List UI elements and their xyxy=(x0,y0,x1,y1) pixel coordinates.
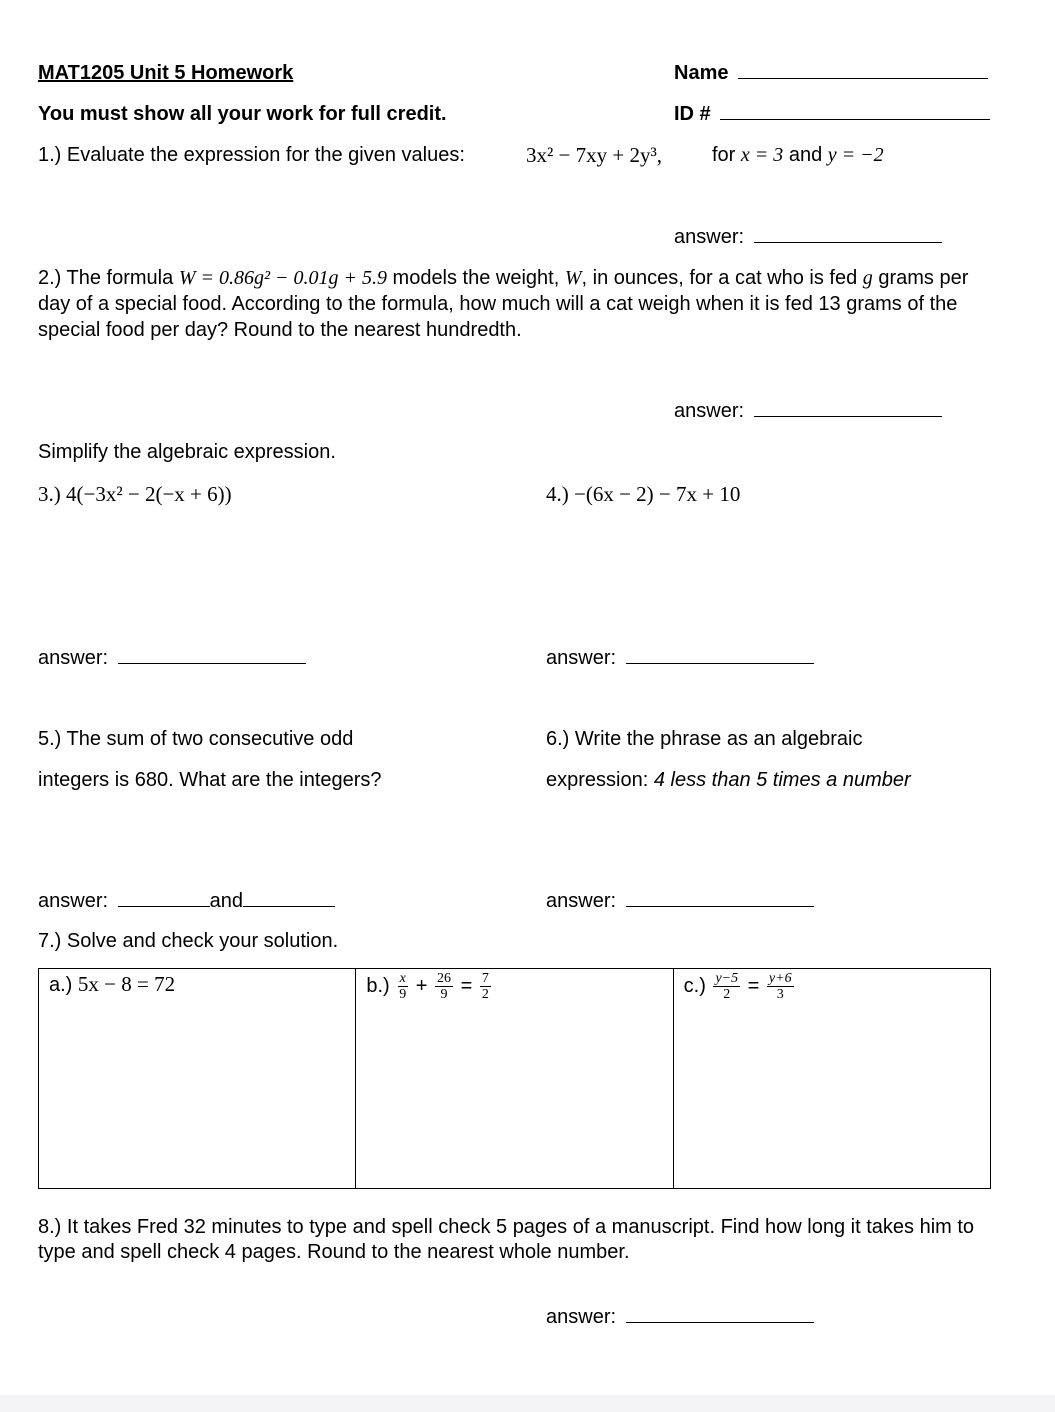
answer-blank xyxy=(626,1321,814,1323)
q8-answer[interactable] xyxy=(546,1306,814,1329)
q5-and: and xyxy=(209,890,243,912)
name-label: Name xyxy=(674,62,729,84)
name-field[interactable] xyxy=(674,62,988,85)
answer-label: answer: xyxy=(546,647,617,669)
q7-heading: 7.) Solve and check your solution. xyxy=(38,930,339,952)
q7b-equals: = xyxy=(460,975,473,998)
q7c-f2-den: 3 xyxy=(776,987,784,1003)
q7b-f2-den: 9 xyxy=(440,987,448,1003)
answer-blank xyxy=(754,415,942,417)
answer-blank xyxy=(118,662,306,664)
q1-cond-and: and xyxy=(788,144,823,166)
q7c xyxy=(684,971,796,1003)
q2-w: W xyxy=(564,267,582,289)
q7c-f2-num: y+6 xyxy=(768,971,792,986)
q7-cell-b[interactable] xyxy=(356,969,673,1188)
q1-cond-y: y = −2 xyxy=(827,144,884,166)
answer-label: answer: xyxy=(546,1306,617,1328)
q7a-label: a.) xyxy=(49,974,73,996)
q2-part1: 2.) The formula xyxy=(38,267,174,289)
q6-line2 xyxy=(546,769,911,792)
q7-cell-a[interactable] xyxy=(39,969,356,1188)
simplify-heading: Simplify the algebraic expression. xyxy=(38,441,336,463)
q7b-fraction-3 xyxy=(480,971,491,1003)
q7b xyxy=(366,971,493,1003)
q1-condition xyxy=(712,144,884,167)
q1-cond-for: for xyxy=(712,144,736,166)
q7a xyxy=(49,972,175,997)
q4-label: 4.) xyxy=(546,482,569,506)
q7b-f1-den: 9 xyxy=(399,987,407,1003)
q2-part2: models the weight, xyxy=(392,267,560,289)
q1-prompt: 1.) Evaluate the expression for the given values: xyxy=(38,144,465,166)
q1-answer[interactable] xyxy=(674,226,942,249)
answer-label: answer: xyxy=(38,890,109,912)
q7c-label: c.) xyxy=(683,975,706,998)
q6-phrase: 4 less than 5 times a number xyxy=(653,769,911,791)
answer-blank-first xyxy=(118,905,210,907)
q7c-fraction-1 xyxy=(713,971,740,1003)
q2-part4: grams per day of a special food. According to the formula, how much will a cat weigh when it is fed 13 grams of the special food per day? Round to the nearest hundredth. xyxy=(38,267,969,341)
q5-answer[interactable] xyxy=(38,890,335,913)
q7b-plus: + xyxy=(415,975,428,998)
q7-work-table xyxy=(38,968,991,1189)
q3 xyxy=(38,482,232,506)
q1-cond-x: x = 3 xyxy=(740,144,784,166)
q2-text xyxy=(38,265,998,343)
name-blank xyxy=(738,77,988,79)
q7c-equals: = xyxy=(747,975,760,998)
answer-label: answer: xyxy=(38,647,109,669)
page-bottom-band xyxy=(0,1395,1055,1412)
answer-blank-second xyxy=(243,905,335,907)
answer-blank xyxy=(754,241,942,243)
q5-line1: 5.) The sum of two consecutive odd xyxy=(38,728,354,750)
answer-label: answer: xyxy=(546,890,617,912)
id-field[interactable] xyxy=(674,103,990,126)
q7c-f1-num: y−5 xyxy=(715,971,739,986)
q3-label: 3.) xyxy=(38,482,61,506)
q8-text: 8.) It takes Fred 32 minutes to type and spell check 5 pages of a manuscript. Find how long it takes him to type and spell check 4 pages. Round to the nearest whole number. xyxy=(38,1216,975,1263)
q2-answer[interactable] xyxy=(674,400,942,423)
q1-expression: 3x² − 7xy + 2y³, xyxy=(526,143,663,167)
id-blank xyxy=(720,118,990,120)
q2-g: g xyxy=(862,267,873,289)
q7b-fraction-2 xyxy=(435,971,453,1003)
instructions: You must show all your work for full credit. xyxy=(38,103,447,125)
q7-cell-c[interactable] xyxy=(674,969,990,1188)
q2-formula: W = 0.86g² − 0.01g + 5.9 xyxy=(178,267,387,289)
answer-label: answer: xyxy=(674,226,745,248)
q7a-expression: 5x − 8 = 72 xyxy=(77,972,176,996)
q4-expression: −(6x − 2) − 7x + 10 xyxy=(574,482,741,506)
q7b-label: b.) xyxy=(366,975,390,998)
answer-blank xyxy=(626,905,814,907)
id-label: ID # xyxy=(674,103,711,125)
answer-label: answer: xyxy=(674,400,745,422)
q3-answer[interactable] xyxy=(38,647,306,670)
course-title: MAT1205 Unit 5 Homework xyxy=(38,62,294,84)
q5-line2: integers is 680. What are the integers? xyxy=(38,769,382,791)
q7b-f2-num: 26 xyxy=(437,971,452,986)
q2-part3: , in ounces, for a cat who is fed xyxy=(581,267,858,289)
q6-prefix: expression: xyxy=(546,769,649,791)
q4 xyxy=(546,482,740,506)
q7b-fraction-1 xyxy=(397,971,408,1003)
q7c-fraction-2 xyxy=(767,971,794,1003)
q7b-f3-den: 2 xyxy=(481,987,489,1003)
answer-blank xyxy=(626,662,814,664)
q4-answer[interactable] xyxy=(546,647,814,670)
q7b-f1-num: x xyxy=(399,971,406,986)
q3-expression: 4(−3x² − 2(−x + 6)) xyxy=(66,482,232,506)
q6-line1: 6.) Write the phrase as an algebraic xyxy=(546,728,863,750)
q7b-f3-num: 7 xyxy=(481,971,489,986)
q7c-f1-den: 2 xyxy=(723,987,731,1003)
q6-answer[interactable] xyxy=(546,890,814,913)
